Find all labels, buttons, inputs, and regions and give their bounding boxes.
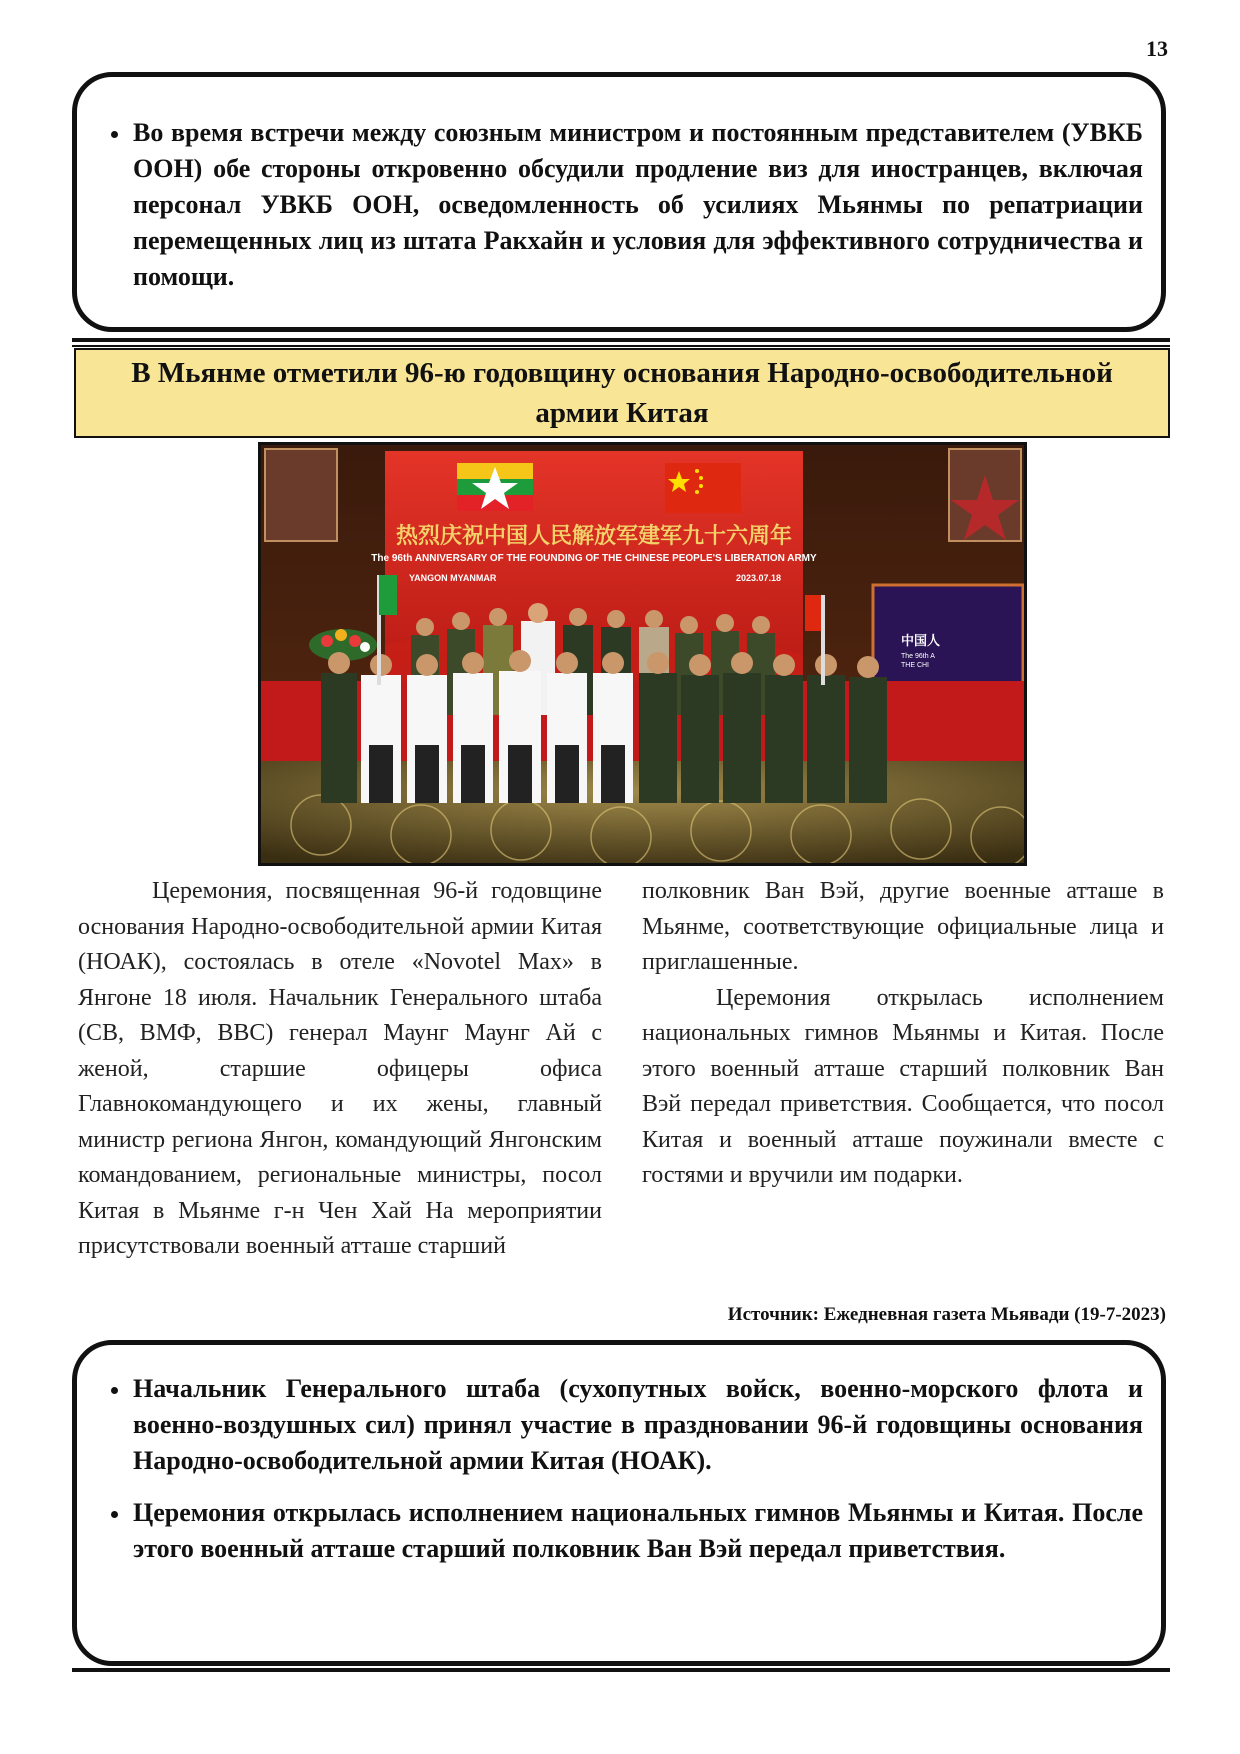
article-source: Источник: Ежедневная газета Мьявади (19-7-2023) [727,1304,1166,1325]
side-display-subtext: The 96th A [901,653,935,660]
china-flag [665,463,741,513]
ceremony-photo [258,442,1027,866]
article-paragraph: Церемония, посвященная 96-й годовщине основания Народно-освободительной армии Китая (НОАК), состоялась в отеле «Novotel Max» в Янгоне 18 июля. Начальник Генерального штаба (СВ, ВМФ, ВВС) генерал Маунг Маунг Ай с женой, старшие офицеры офиса Главнокомандующего и их жены, главный министр региона Янгон, командующий Янгонским командованием, региональные министры, посол Китая в Мьянме г-н Чен Хай На мероприятии присутствовали военный атташе старший [78,878,602,1259]
page-number: 13 [1146,36,1168,61]
article-title-banner [74,348,1170,438]
summary-list-bottom [77,1371,1161,1567]
article-column-right [642,874,1164,1194]
article-paragraph: Церемония открылась исполнением национальных гимнов Мьянмы и Китая. После этого военный атташе старший полковник Ван Вэй передал приветствия. Сообщается, что посол Китая и военный атташе поужинали вместе с гостями и вручили им подарки. [642,984,1164,1188]
flag-pole-right [821,595,825,685]
summary-bullet: • Начальник Генерального штаба (сухопутных войск, военно-морского флота и военно-воздушных сил) принял участие в праздновании 96-й годовщины основания Народно-освободительной армии Китая (НОАК). [131,1371,1143,1479]
section-divider [72,338,1170,347]
side-display-screen [873,585,1023,695]
summary-bullet: • Во время встречи между союзным министром и постоянным представителем (УВКБ ООН) обе стороны откровенно обсудили продление виз для иностранцев, включая персонал УВКБ ООН, осведомленность об усилиях Мьянмы по репатриации перемещенных лиц из штата Ракхайн и условия для эффективного сотрудничества и помощи. [131,115,1143,295]
myanmar-pole-flag [379,575,397,615]
banner-chinese-text: 热烈庆祝中国人民解放军建军九十六周年 [395,524,793,549]
article-paragraph-continued: полковник Ван Вэй, другие военные атташе в Мьянме, соответствующие официальные лица и приглашенные. [642,878,1164,975]
banner-location-text: YANGON MYANMAR [409,573,497,583]
summary-box-top [72,72,1166,332]
summary-list-top [77,115,1161,295]
myanmar-flag [457,463,533,511]
banner-date-text: 2023.07.18 [735,573,781,583]
article-column-left [78,874,602,1265]
article-title: В Мьянме отметили 96-ю годовщину основания Народно-освободительной армии Китая [131,357,1113,429]
summary-bullet: • Церемония открылась исполнением национальных гимнов Мьянмы и Китая. После этого военный атташе старший полковник Ван Вэй передал приветствия. [131,1495,1143,1567]
left-side-screen [265,449,337,541]
china-pole-flag [805,595,821,631]
banner-english-text: The 96th ANNIVERSARY OF THE FOUNDING OF THE CHINESE PEOPLE'S LIBERATION ARMY [371,553,817,564]
side-display-subtext-2: THE CHI [901,662,929,669]
footer-rule [72,1668,1170,1672]
side-display-text: 中国人 [901,634,941,649]
summary-box-bottom [72,1340,1166,1666]
